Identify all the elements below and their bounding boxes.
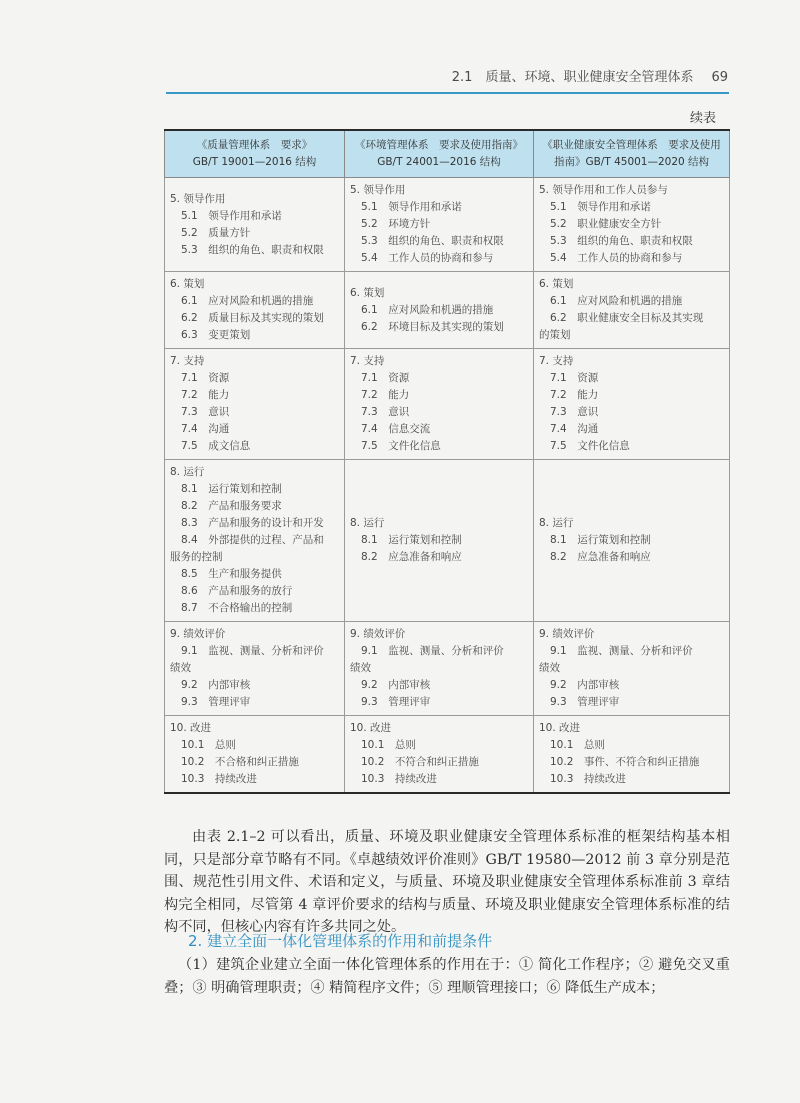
- cell-line: 9.2 内部审核: [550, 679, 620, 691]
- page-number: 69: [711, 70, 728, 85]
- cell-line: 8. 运行: [539, 517, 574, 529]
- cell-line: 10.1 总则: [550, 739, 605, 751]
- cell-line: 8. 运行: [350, 517, 385, 529]
- cell-line: 10.3 持续改进: [361, 773, 437, 785]
- cell-line: 绩效: [350, 662, 371, 674]
- table-cell: [345, 349, 534, 460]
- cell-line: 7.1 资源: [181, 372, 230, 384]
- cell-line: 9. 绩效评价: [350, 628, 406, 640]
- framework-comparison-table: [164, 129, 730, 794]
- cell-line: 8.2 应急准备和响应: [361, 551, 462, 563]
- cell-line: 5.3 组织的角色、职责和权限: [181, 243, 324, 256]
- cell-line: 5.1 领导作用和承诺: [361, 201, 462, 213]
- cell-line: 8.1 运行策划和控制: [550, 534, 651, 546]
- cell-line: 服务的控制: [170, 551, 223, 563]
- cell-line: 7. 支持: [350, 355, 385, 367]
- table-cell: [534, 716, 730, 794]
- cell-line: 5.4 工作人员的协商和参与: [550, 252, 683, 264]
- cell-line: 6.1 应对风险和机遇的措施: [550, 295, 683, 307]
- cell-line: 9. 绩效评价: [170, 628, 226, 640]
- cell-line: 6.2 质量目标及其实现的策划: [181, 312, 324, 324]
- cell-line: 8.5 生产和服务提供: [181, 568, 282, 580]
- cell-line: 绩效: [539, 662, 560, 674]
- cell-line: 5.3 组织的角色、职责和权限: [550, 235, 693, 247]
- table-row: [165, 349, 730, 460]
- cell-line: 5. 领导作用: [170, 192, 226, 205]
- cell-line: 5.4 工作人员的协商和参与: [361, 252, 494, 264]
- cell-line: 6.2 环境目标及其实现的策划: [361, 320, 504, 333]
- cell-line: 9.3 管理评审: [361, 696, 431, 708]
- table-row: [165, 622, 730, 716]
- cell-line: 10. 改进: [350, 722, 392, 734]
- header-quality-standard: [165, 130, 345, 178]
- header-ohs-standard: [534, 130, 730, 178]
- cell-line: 7.5 文件化信息: [361, 440, 441, 452]
- table-cell: [534, 622, 730, 716]
- header-environment-standard: [345, 130, 534, 178]
- cell-line: 5. 领导作用和工作人员参与: [539, 184, 668, 196]
- cell-line: 7. 支持: [539, 355, 574, 367]
- cell-line: 8.6 产品和服务的放行: [181, 585, 293, 597]
- cell-line: 9.2 内部审核: [181, 679, 251, 691]
- cell-line: 7.1 资源: [550, 372, 599, 384]
- cell-line: 8.3 产品和服务的设计和开发: [181, 517, 324, 529]
- table-cell: [345, 622, 534, 716]
- cell-line: 7.5 成文信息: [181, 440, 251, 452]
- cell-line: 7.4 信息交流: [361, 423, 431, 435]
- cell-line: 6. 策划: [170, 278, 205, 290]
- table-row: [165, 272, 730, 349]
- cell-line: 6.1 应对风险和机遇的措施: [181, 295, 314, 307]
- cell-line: 5.3 组织的角色、职责和权限: [361, 235, 504, 247]
- table-header-row: [165, 130, 730, 178]
- cell-line: 10.1 总则: [181, 739, 236, 751]
- body-paragraph: 由表 2.1–2 可以看出，质量、环境及职业健康安全管理体系标准的框架结构基本相同，只是部分章节略有不同。《卓越绩效评价准则》GB/T 19580—2012 前 3 章分别是范围、规范性引用文件、术语和定义，与质量、环境及职业健康安全管理体系标准前 3 章结构完全相同，尽管第 4 章评价要求的结构与质量、环境及职业健康安全管理体系标准的结构不同，但核心内容有许多共同之处。: [164, 829, 730, 935]
- cell-line: 7.4 沟通: [550, 423, 599, 435]
- cell-line: 9.1 监视、测量、分析和评价: [181, 645, 324, 657]
- table-cell: [345, 460, 534, 622]
- cell-line: 7.2 能力: [550, 389, 599, 401]
- cell-line: 8. 运行: [170, 466, 205, 478]
- cell-line: 8.4 外部提供的过程、产品和: [181, 534, 324, 546]
- table-cell: [165, 622, 345, 716]
- cell-line: 6. 策划: [350, 286, 385, 299]
- table-row: [165, 178, 730, 272]
- table-cell: [165, 716, 345, 794]
- cell-line: 7. 支持: [170, 355, 205, 367]
- cell-line: 7.5 文件化信息: [550, 440, 630, 452]
- cell-line: 8.1 运行策划和控制: [361, 534, 462, 546]
- cell-line: 5.1 领导作用和承诺: [550, 201, 651, 213]
- header-line: 《质量管理体系 要求》: [196, 139, 313, 151]
- cell-line: 9.2 内部审核: [361, 679, 431, 691]
- table-cell: [345, 178, 534, 272]
- table-row: [165, 716, 730, 794]
- continued-label: 续表: [689, 111, 716, 126]
- cell-line: 9.1 监视、测量、分析和评价: [550, 645, 693, 657]
- table-cell: [534, 178, 730, 272]
- table-cell: [534, 460, 730, 622]
- table-cell: [165, 272, 345, 349]
- table-cell: [165, 349, 345, 460]
- cell-line: 7.3 意识: [361, 406, 410, 418]
- running-header: [0, 66, 728, 85]
- table-cell: [534, 349, 730, 460]
- cell-line: 6. 策划: [539, 278, 574, 290]
- cell-line: 10.1 总则: [361, 739, 416, 751]
- cell-line: 10.2 事件、不符合和纠正措施: [550, 756, 700, 768]
- section-heading: 2. 建立全面一体化管理体系的作用和前提条件: [188, 932, 493, 950]
- cell-line: 5. 领导作用: [350, 184, 406, 196]
- cell-line: 的策划: [539, 329, 571, 341]
- header-line: GB/T 24001—2016 结构: [377, 156, 501, 168]
- table-cell: [345, 716, 534, 794]
- cell-line: 8.1 运行策划和控制: [181, 483, 282, 495]
- cell-line: 9.3 管理评审: [181, 696, 251, 708]
- cell-line: 8.2 产品和服务要求: [181, 500, 282, 512]
- cell-line: 5.2 质量方针: [181, 226, 251, 239]
- cell-line: 5.2 职业健康安全方针: [550, 218, 662, 230]
- cell-line: 7.4 沟通: [181, 423, 230, 435]
- header-title: 2.1 质量、环境、职业健康安全管理体系: [451, 70, 694, 85]
- table-cell: [165, 178, 345, 272]
- cell-line: 10.2 不符合和纠正措施: [361, 756, 479, 768]
- header-line: 指南》GB/T 45001—2020 结构: [553, 156, 710, 168]
- header-line: 《环境管理体系 要求及使用指南》: [355, 139, 523, 151]
- cell-line: 9.3 管理评审: [550, 696, 620, 708]
- cell-line: 绩效: [170, 662, 191, 674]
- cell-line: 7.2 能力: [181, 389, 230, 401]
- table-cell: [534, 272, 730, 349]
- body-paragraph: （1）建筑企业建立全面一体化管理体系的作用在于：① 简化工作程序；② 避免交叉重叠；③ 明确管理职责；④ 精简程序文件；⑤ 理顺管理接口；⑥ 降低生产成本；: [164, 957, 730, 996]
- table-cell: [165, 460, 345, 622]
- cell-line: 5.1 领导作用和承诺: [181, 209, 282, 222]
- cell-line: 7.3 意识: [181, 406, 230, 418]
- cell-line: 7.1 资源: [361, 372, 410, 384]
- cell-line: 10. 改进: [539, 722, 581, 734]
- cell-line: 8.7 不合格输出的控制: [181, 602, 293, 614]
- cell-line: 10. 改进: [170, 722, 212, 734]
- table-body: [165, 178, 730, 794]
- cell-line: 7.2 能力: [361, 389, 410, 401]
- cell-line: 9.1 监视、测量、分析和评价: [361, 645, 504, 657]
- header-rule: [166, 92, 729, 94]
- cell-line: 6.1 应对风险和机遇的措施: [361, 303, 494, 316]
- cell-line: 7.3 意识: [550, 406, 599, 418]
- cell-line: 6.3 变更策划: [181, 329, 251, 341]
- cell-line: 10.3 持续改进: [181, 773, 257, 785]
- table-row: [165, 460, 730, 622]
- cell-line: 10.3 持续改进: [550, 773, 626, 785]
- header-line: 《职业健康安全管理体系 要求及使用: [542, 139, 721, 151]
- cell-line: 9. 绩效评价: [539, 628, 595, 640]
- cell-line: 8.2 应急准备和响应: [550, 551, 651, 563]
- cell-line: 10.2 不合格和纠正措施: [181, 756, 299, 768]
- cell-line: 6.2 职业健康安全目标及其实现: [550, 312, 704, 324]
- cell-line: 5.2 环境方针: [361, 218, 431, 230]
- header-line: GB/T 19001—2016 结构: [192, 156, 317, 168]
- table-cell: [345, 272, 534, 349]
